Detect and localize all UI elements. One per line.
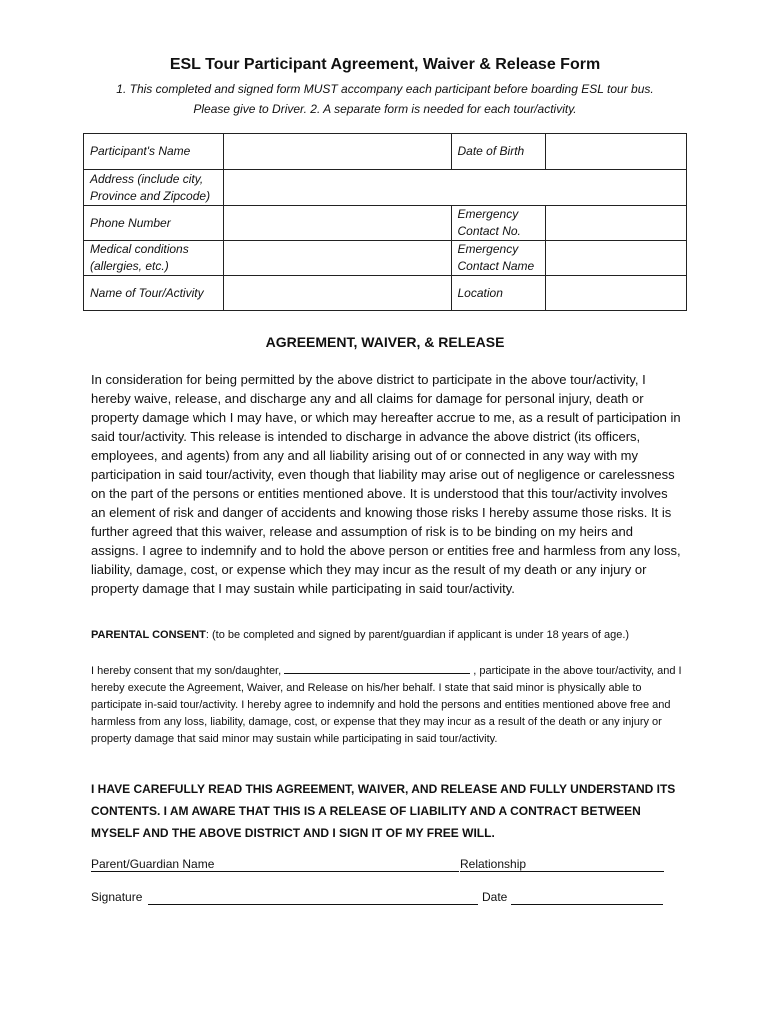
parental-consent-text [91,662,683,748]
consent-text-rest: , participate in the above tour/activity, and I hereby execute the Agreement, Waiver, and Release on his/her behalf. I state that said minor is physically able to participate in-said tour/activity. I hereby agree to indemnify and hold the persons and entities mentioned above free and harmless from any loss, liability, damage, cost, or expense that they may incur as a result of the death or any injury or property damage that said minor may sustain while participating in said tour/activity. [91,665,682,745]
date-label: Date [482,890,508,904]
tour-name-field[interactable] [223,276,451,311]
form-subtitle-line-1: 1. This completed and signed form MUST accompany each participant before boarding ESL tour bus. [116,82,654,96]
emergency-contact-no-label: Emergency Contact No. [451,206,546,241]
table-row [84,170,687,206]
child-name-blank[interactable] [284,662,470,674]
address-label: Address (include city, Province and Zipcode) [84,170,224,206]
table-row [84,134,687,170]
signature-row [91,890,671,908]
phone-number-field[interactable] [223,206,451,241]
consent-text-start: I hereby consent that my son/daughter, [91,665,285,677]
medical-conditions-label: Medical conditions (allergies, etc.) [84,241,224,276]
date-of-birth-label: Date of Birth [451,134,546,170]
relationship-line[interactable] [460,857,664,872]
date-of-birth-field[interactable] [546,134,687,170]
guardian-name-line[interactable] [91,857,459,872]
relationship-label: Relationship [460,857,527,871]
signature-label: Signature [91,890,143,904]
tour-name-label: Name of Tour/Activity [84,276,224,311]
section-title: AGREEMENT, WAIVER, & RELEASE [265,334,505,350]
guardian-name-label: Parent/Guardian Name [91,857,215,871]
participant-name-label: Participant's Name [84,134,224,170]
parental-consent-heading [91,628,691,643]
table-row [84,276,687,311]
participant-name-field[interactable] [223,134,451,170]
address-field[interactable] [223,170,686,206]
signature-line[interactable] [148,890,478,905]
guardian-row [91,857,671,875]
agreement-text: In consideration for being permitted by the above district to participate in the above tour/activity, I hereby waive, release, and discharge any and all claims for damage for personal injury, death or property damage which I may have, or which may hereafter accrue to me, as a result of participation in said tour/activity. This release is intended to discharge in advance the above district (its officers, employees, and agents) from any and all liability arising out of or connected in any way with my participation in said tour/activity, even though that liability may arise out of negligence or carelessness on the part of the persons or entities mentioned above. It is understood that this tour/activity involves an element of risk and danger of accidents and knowing those risks I hereby assume those risks. It is further agreed that this waiver, release and assumption of risk is to be binding on my heirs and assigns. I agree to indemnify and to hold the above person or entities free and harmless from any loss, liability, damage, cost, or expense which they may incur as the result of my death or any injury or property damage that I may sustain while participating in said tour/activity. [91,372,681,596]
parental-consent-note: : (to be completed and signed by parent/guardian if applicant is under 18 years of age.) [205,629,630,641]
acknowledgement-statement: I HAVE CAREFULLY READ THIS AGREEMENT, WAIVER, AND RELEASE AND FULLY UNDERSTAND ITS CONTENTS. I AM AWARE THAT THIS IS A RELEASE OF LIABILITY AND A CONTRACT BETWEEN MYSELF AND THE ABOVE DISTRICT AND I SIGN IT OF MY FREE WILL. [91,782,676,840]
parental-consent-label: PARENTAL CONSENT [91,629,206,641]
date-line[interactable] [511,890,663,905]
emergency-contact-name-field[interactable] [546,241,687,276]
emergency-contact-no-field[interactable] [546,206,687,241]
participant-info-table [83,133,687,311]
location-label: Location [451,276,546,311]
table-row [84,241,687,276]
form-title: ESL Tour Participant Agreement, Waiver & Release Form [169,56,601,73]
phone-number-label: Phone Number [84,206,224,241]
emergency-contact-name-label: Emergency Contact Name [451,241,546,276]
table-row [84,206,687,241]
medical-conditions-field[interactable] [223,241,451,276]
form-subtitle-line-2: Please give to Driver. 2. A separate form is needed for each tour/activity. [193,102,577,116]
location-field[interactable] [546,276,687,311]
